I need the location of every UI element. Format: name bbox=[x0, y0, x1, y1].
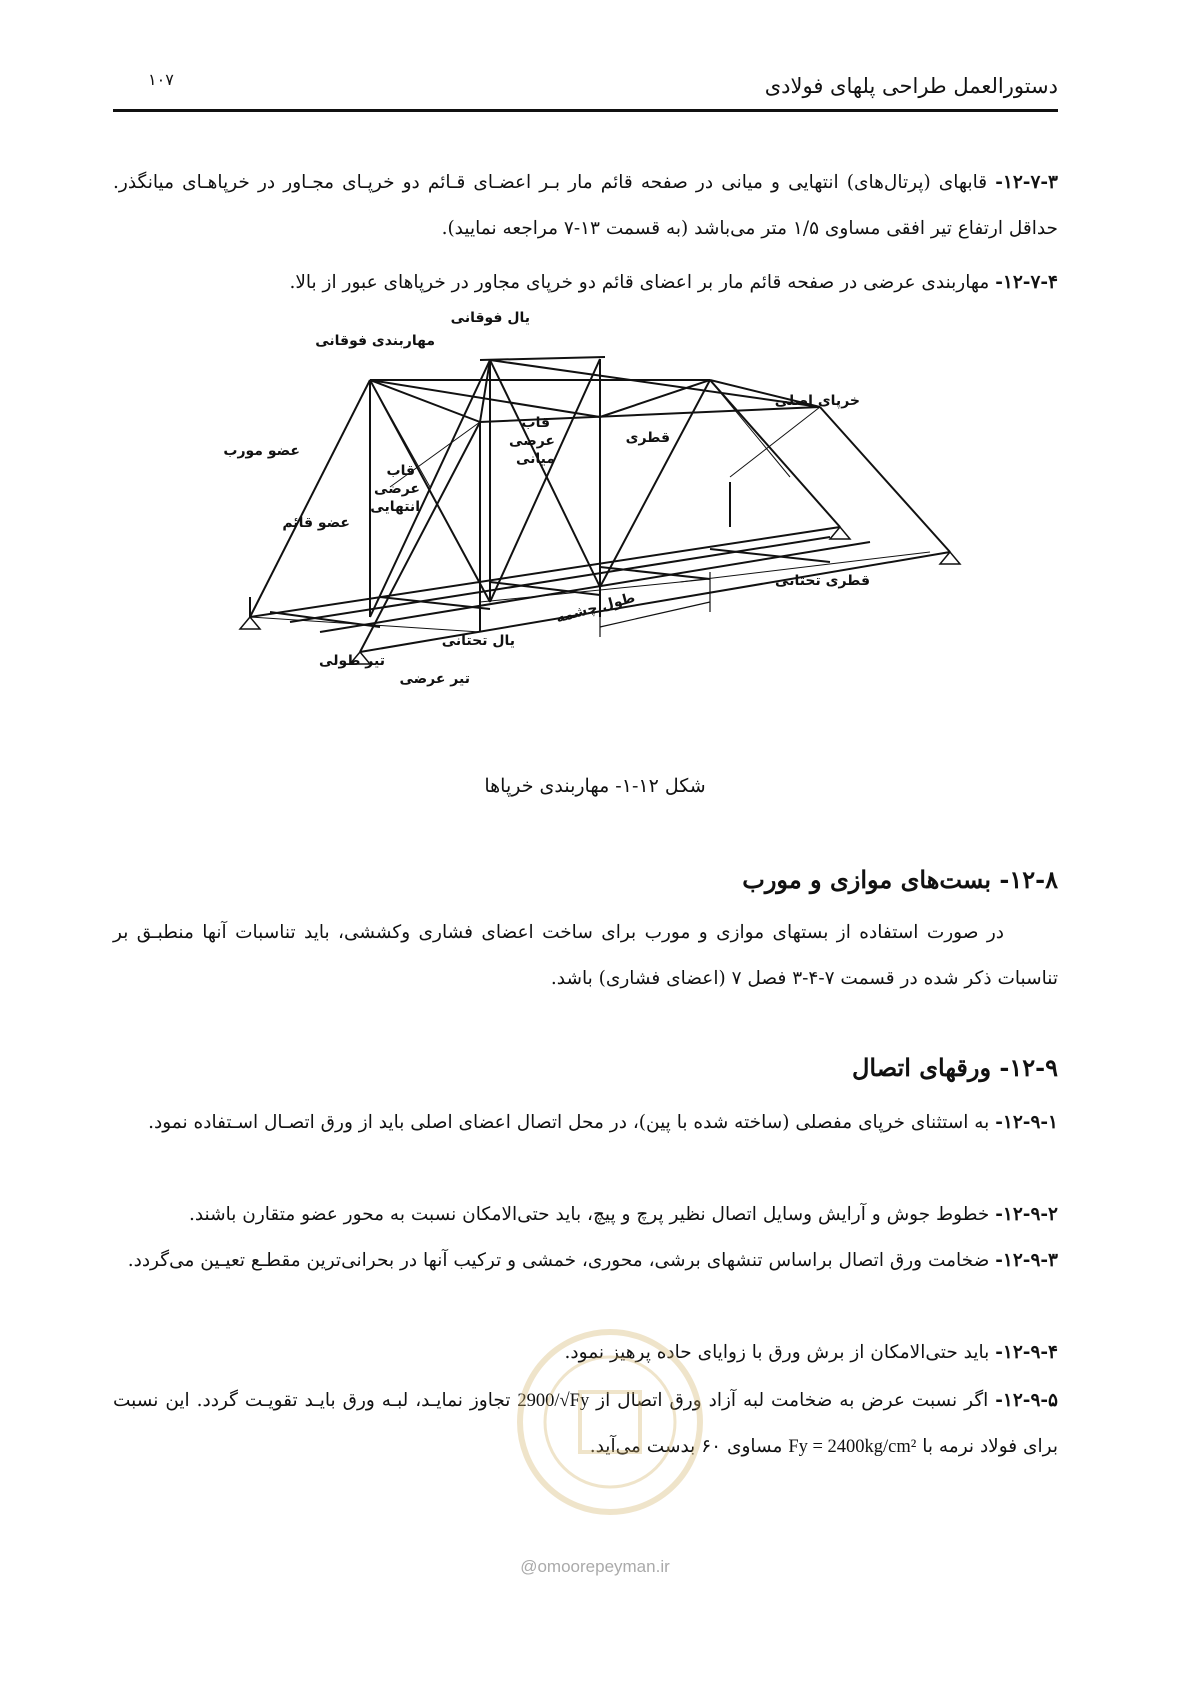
clause-text: باید حتی‌الامکان از برش ورق با زوایای حاده پرهیز نمود. bbox=[564, 1342, 996, 1363]
formula-limit: 2900/√Fy bbox=[517, 1391, 590, 1411]
section-12-9-heading: ۱۲-۹- ورقهای اتصال bbox=[851, 1053, 1058, 1082]
label-mid-portal-1: قاب bbox=[521, 415, 550, 431]
label-end-portal-1: قاب bbox=[386, 463, 415, 479]
section-12-8-text: در صورت استفاده از بستهای موازی و مورب برای ساخت اعضای فشاری وکششی، باید تناسبات آنها منطبـق بر تناسبات ذکر شده در قسمت ۷-۴-۳ فصل ۷ (اعضای فشاری) باشد. bbox=[113, 922, 1058, 989]
paragraph-12-7-3 bbox=[113, 160, 1058, 252]
clause-text: مساوی ۶۰ بدست می‌آید. bbox=[589, 1436, 789, 1457]
label-main-truss: خرپای اصلی bbox=[774, 393, 860, 409]
clause-text: ضخامت ورق اتصال براساس تنشهای برشی، محوری، خمشی و ترکیب آنها در بحرانی‌ترین مقطـع تعیـین می‌گردد. bbox=[127, 1250, 996, 1271]
clause-number: ۱۲-۹-۴- bbox=[995, 1342, 1058, 1363]
clause-number: ۱۲-۹-۳- bbox=[995, 1250, 1058, 1271]
label-diagonal: قطری bbox=[625, 430, 670, 446]
label-mid-portal-3: میانی bbox=[515, 451, 555, 467]
label-end-portal-2: عرضی bbox=[374, 481, 420, 497]
clause-text: خطوط جوش و آرایش وسایل اتصال نظیر پرچ و پیچ، باید حتی‌الامکان نسبت به محور عضو متقارن باشند. bbox=[188, 1204, 996, 1225]
clause-number: ۱۲-۹-۲- bbox=[995, 1204, 1058, 1225]
label-floor-beam: تیر عرضی bbox=[399, 671, 470, 687]
label-top-bracing: مهاربندی فوقانی bbox=[315, 333, 435, 349]
watermark-site: @omoorepeyman.ir bbox=[520, 1557, 670, 1576]
page-number: ۱۰۷ bbox=[148, 70, 174, 89]
label-end-portal-3: انتهایی bbox=[370, 499, 420, 515]
clause-text: مهاربندی عرضی در صفحه قائم مار بر اعضای قائم دو خرپای مجاور در خرپاهای عبور از بالا. bbox=[289, 272, 996, 293]
label-bottom-diagonal: قطری تحتانی bbox=[775, 573, 870, 589]
label-stringer: تیر طولی bbox=[319, 653, 385, 669]
paragraph-12-9-2 bbox=[113, 1192, 1058, 1238]
label-inclined-member: عضو مورب bbox=[223, 443, 300, 459]
clause-number: ۱۲-۷-۴- bbox=[995, 272, 1058, 293]
label-mid-portal-2: عرضی bbox=[509, 433, 555, 449]
paragraph-12-9-1 bbox=[113, 1100, 1058, 1146]
label-bottom-chord: یال تحتانی bbox=[441, 633, 515, 649]
clause-number: ۱۲-۹-۵- bbox=[995, 1390, 1058, 1411]
clause-number: ۱۲-۷-۳- bbox=[995, 172, 1058, 193]
paragraph-12-7-4 bbox=[113, 260, 1058, 306]
clause-text: تجاوز نمایـد، لبـه ورق بایـد تقویـت گردد. این نسبت برای فولاد نرمه با bbox=[113, 1390, 1058, 1457]
paragraph-12-9-3 bbox=[113, 1238, 1058, 1284]
header-rule bbox=[113, 109, 1058, 112]
page-header bbox=[113, 62, 1058, 112]
label-vertical-member: عضو قائم bbox=[282, 515, 350, 531]
section-12-8-heading: ۱۲-۸- بست‌های موازی و مورب bbox=[742, 865, 1058, 894]
watermark-seal bbox=[510, 1312, 710, 1552]
label-span-length: طول چشمه bbox=[554, 589, 637, 627]
clause-number: ۱۲-۹-۱- bbox=[995, 1112, 1058, 1133]
book-title: دستورالعمل طراحی پلهای فولادی bbox=[764, 74, 1058, 98]
clause-text: قابهای (پرتال‌های) انتهایی و میانی در صفحه قائم مار بـر اعضـای قـائم دو خرپـای مجـاور در خرپاهـای میانگذر. حداقل ارتفاع تیر افقی مساوی ۱/۵ متر می‌باشد (به قسمت ۱۳-۷ مراجعه نمایید). bbox=[113, 172, 1058, 239]
formula-fy: Fy = 2400kg/cm² bbox=[788, 1437, 917, 1457]
truss-bracing-figure bbox=[223, 310, 950, 757]
label-top-chord: یال فوقانی bbox=[450, 310, 530, 326]
figure-caption: شکل ۱۲-۱- مهاربندی خرپاها bbox=[484, 775, 706, 797]
figure-labels bbox=[223, 310, 870, 687]
clause-text: اگر نسبت عرض به ضخامت لبه آزاد ورق اتصال از bbox=[589, 1390, 996, 1411]
clause-text: به استثنای خرپای مفصلی (ساخته شده با پین)، در محل اتصال اعضای اصلی باید از ورق اتصـال اسـتفاده نمود. bbox=[148, 1112, 996, 1133]
